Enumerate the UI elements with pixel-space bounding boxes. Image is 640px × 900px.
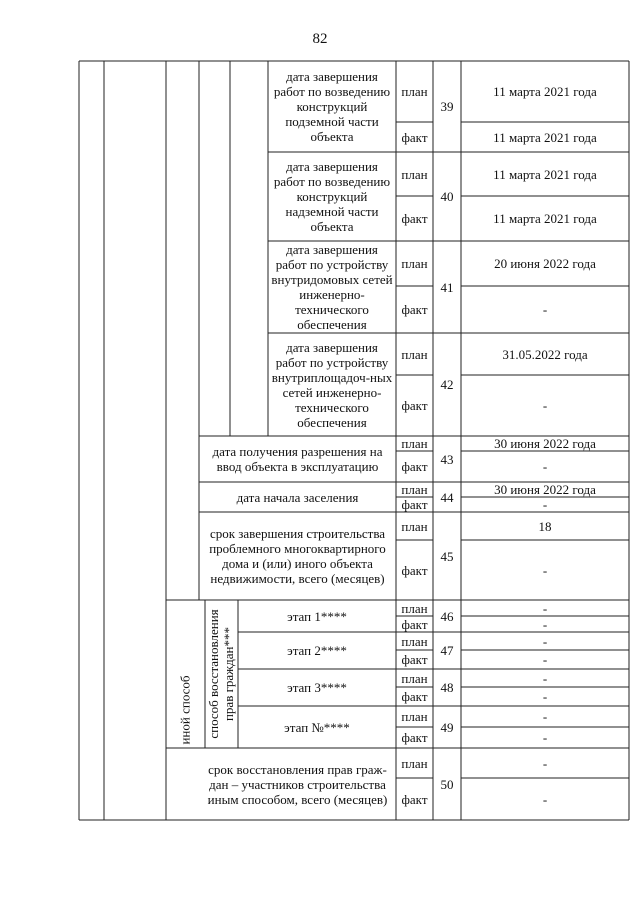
row-label: этап 1**** bbox=[287, 608, 347, 624]
row-label: дата завершения работ по устройству внутриплощадоч-ных сетей инженерно-технического обеспечения bbox=[271, 339, 393, 430]
plan-label: план bbox=[401, 346, 428, 362]
plan-label: план bbox=[401, 166, 428, 182]
plan-value: 20 июня 2022 года bbox=[494, 256, 596, 271]
plan-label: план bbox=[401, 482, 428, 497]
row-label: дата завершения работ по устройству внутридомовых сетей инженерно-технического обеспечения bbox=[271, 242, 393, 332]
plan-value: 18 bbox=[538, 518, 552, 534]
row-number: 41 bbox=[440, 279, 454, 295]
row-number: 46 bbox=[440, 608, 454, 624]
fact-label: факт bbox=[401, 459, 428, 474]
fact-value: - bbox=[542, 497, 548, 512]
fact-value: - bbox=[542, 562, 548, 578]
row-label: дата получения разрешения на ввод объекта в эксплуатацию bbox=[212, 444, 383, 474]
row-number: 42 bbox=[440, 377, 454, 392]
plan-value: 31.05.2022 года bbox=[502, 346, 588, 362]
plan-value: 11 марта 2021 года bbox=[493, 166, 597, 182]
plan-value: - bbox=[542, 670, 548, 686]
plan-value: - bbox=[542, 633, 548, 649]
row-label: срок завершения строительства проблемного многоквартирного дома и (или) иного объекта недвижимости, всего (месяцев) bbox=[209, 526, 386, 586]
fact-value: - bbox=[542, 459, 548, 474]
row-number: 40 bbox=[440, 189, 454, 204]
fact-value: - bbox=[542, 689, 548, 704]
row-label: дата начала заселения bbox=[236, 489, 359, 505]
row-number: 45 bbox=[440, 548, 454, 564]
row-number: 49 bbox=[440, 719, 454, 735]
row-number: 43 bbox=[440, 451, 454, 467]
plan-label: план bbox=[401, 709, 428, 724]
row-label: этап 3**** bbox=[287, 680, 347, 695]
fact-value: - bbox=[542, 730, 548, 745]
fact-label: факт bbox=[401, 652, 428, 667]
fact-label: факт bbox=[401, 497, 428, 512]
fact-label: факт bbox=[401, 791, 428, 807]
fact-value: 11 марта 2021 года bbox=[493, 211, 597, 226]
fact-label: факт bbox=[401, 211, 428, 226]
page-number: 82 bbox=[312, 31, 328, 47]
plan-label: план bbox=[401, 600, 428, 616]
other-method-label: иной способ bbox=[177, 675, 193, 745]
plan-label: план bbox=[401, 633, 428, 649]
plan-value: 30 июня 2022 года bbox=[494, 482, 596, 497]
plan-label: план bbox=[401, 670, 428, 686]
row-number: 50 bbox=[440, 776, 454, 792]
plan-value: - bbox=[542, 709, 548, 724]
row-number: 48 bbox=[440, 680, 454, 695]
plan-value: - bbox=[542, 755, 548, 771]
fact-label: факт bbox=[401, 562, 428, 578]
fact-label: факт bbox=[401, 689, 428, 704]
fact-value: - bbox=[542, 652, 548, 667]
fact-value: - bbox=[542, 398, 548, 413]
row-label: срок восстановления прав граж-дан – участников строительства иным способом, всего (месяцев) bbox=[207, 761, 388, 807]
plan-value: - bbox=[542, 600, 548, 616]
fact-label: факт bbox=[401, 616, 428, 632]
row-label: этап №**** bbox=[284, 719, 350, 735]
row-label: дата завершения работ по возведению конструкций подземной части объекта bbox=[273, 69, 391, 144]
row-number: 39 bbox=[440, 99, 454, 114]
fact-value: 11 марта 2021 года bbox=[493, 129, 597, 145]
row-label: этап 2**** bbox=[287, 643, 347, 658]
fact-label: факт bbox=[401, 398, 428, 413]
plan-value: 11 марта 2021 года bbox=[493, 84, 597, 99]
row-number: 44 bbox=[440, 489, 454, 505]
plan-value: 30 июня 2022 года bbox=[494, 436, 596, 451]
fact-value: - bbox=[542, 616, 548, 632]
row-label: дата завершения работ по возведению конструкций надземной части объекта bbox=[273, 159, 391, 234]
plan-label: план bbox=[401, 755, 428, 771]
plan-label: план bbox=[401, 436, 428, 451]
fact-label: факт bbox=[401, 129, 428, 145]
fact-label: факт bbox=[401, 730, 428, 745]
fact-value: - bbox=[542, 791, 548, 807]
row-number: 47 bbox=[440, 643, 454, 658]
restore-method-label: способ восстановления прав граждан*** bbox=[206, 609, 236, 739]
fact-value: - bbox=[542, 302, 548, 317]
plan-label: план bbox=[401, 84, 428, 99]
plan-label: план bbox=[401, 518, 428, 534]
plan-label: план bbox=[401, 256, 428, 271]
fact-label: факт bbox=[401, 302, 428, 317]
